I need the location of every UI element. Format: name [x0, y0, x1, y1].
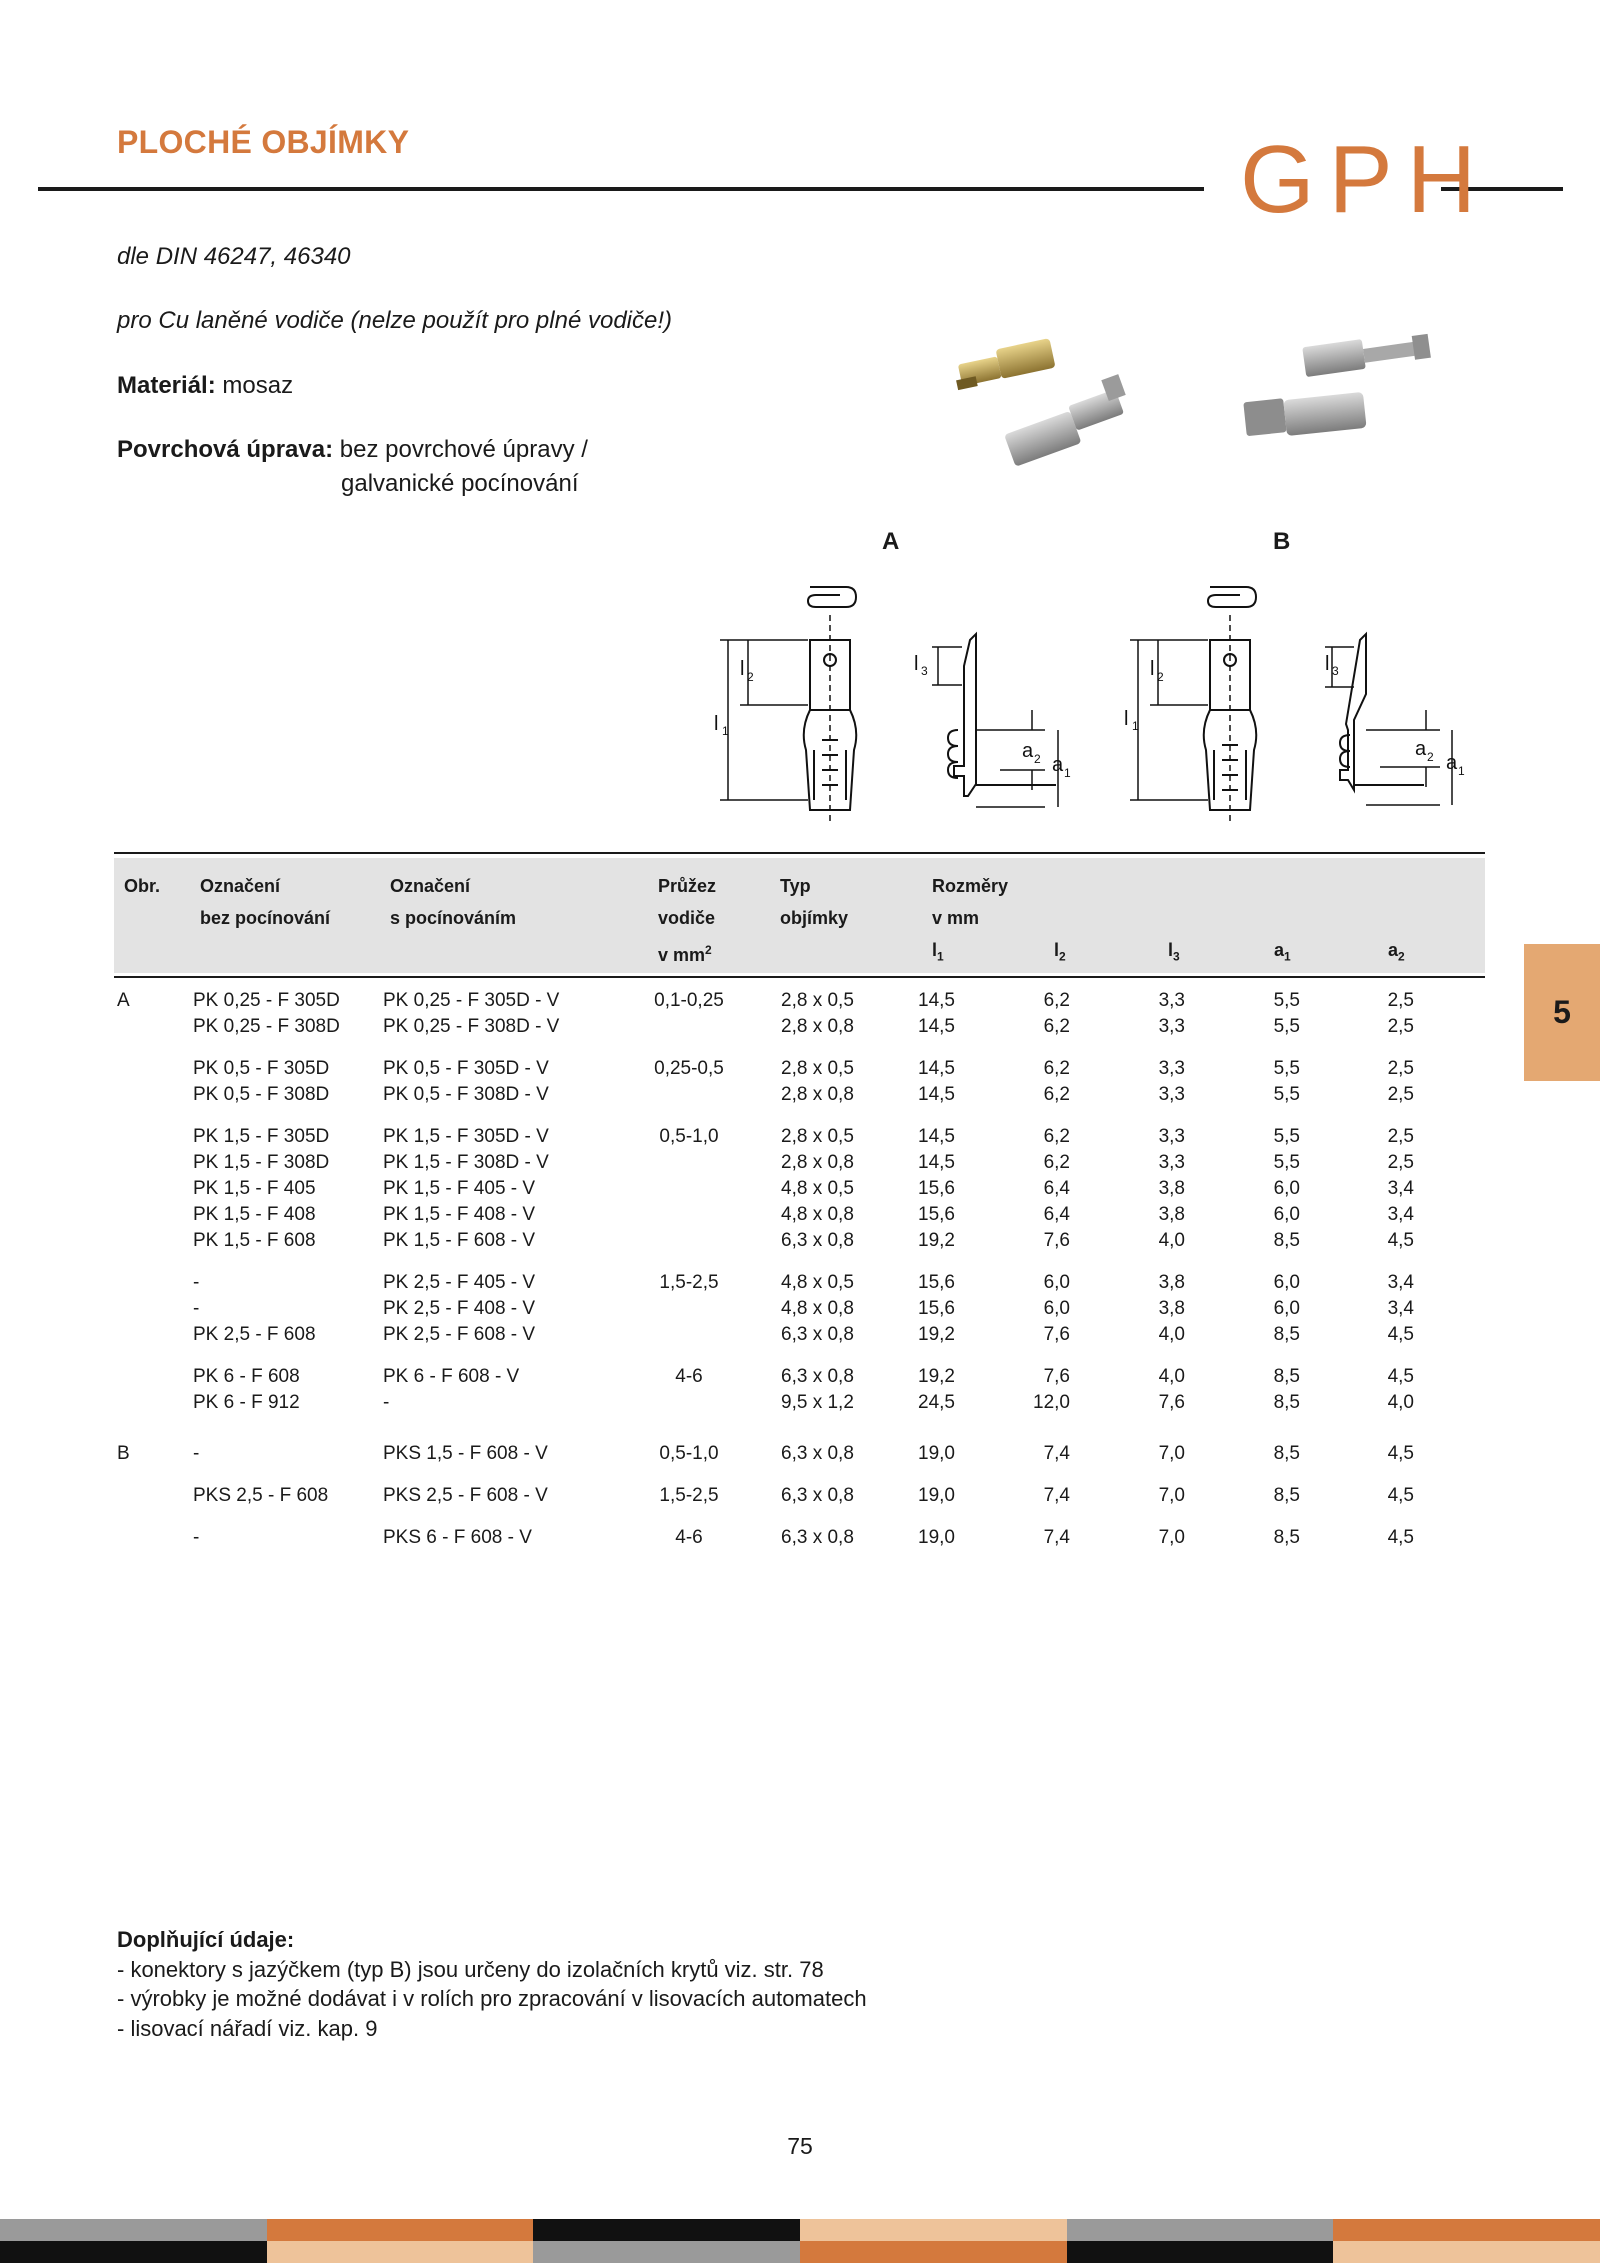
cell-l2: 7,6 [1043, 1230, 1070, 1251]
cell-l3: 3,3 [1158, 990, 1185, 1011]
cell-ozn1: - [193, 1298, 200, 1319]
cell-a2: 3,4 [1387, 1204, 1414, 1225]
footer-band-segment [1067, 2219, 1334, 2241]
cell-ozn2: PK 1,5 - F 408 - V [383, 1204, 536, 1225]
cell-ozn2: PKS 6 - F 608 - V [383, 1527, 532, 1548]
cell-a2: 4,5 [1387, 1324, 1414, 1345]
page-title: PLOCHÉ OBJÍMKY [117, 124, 410, 160]
cell-l1: 14,5 [918, 1084, 955, 1105]
page-number: 75 [787, 2133, 813, 2159]
cell-l3: 7,0 [1158, 1443, 1185, 1464]
notes-item: - výrobky je možné dodávat i v rolích pro zpracování v lisovacích automatech [117, 1986, 867, 2011]
table-row [0, 990, 1600, 1016]
table-row [0, 1324, 1600, 1350]
table-row [0, 1152, 1600, 1178]
header-oznaceni-2: Označení s pocínováním [390, 876, 517, 928]
cell-l1: 19,2 [918, 1324, 955, 1345]
cell-a1: 8,5 [1273, 1366, 1300, 1387]
cell-ozn1: PK 0,5 - F 305D [193, 1058, 330, 1079]
cell-l1: 19,0 [918, 1527, 955, 1548]
notes-item: - konektory s jazýčkem (typ B) jsou určeny do izolačních krytů viz. str. 78 [117, 1956, 824, 1982]
cell-a2: 4,5 [1387, 1527, 1414, 1548]
table-row [0, 1272, 1600, 1298]
cell-l2: 6,2 [1043, 1084, 1070, 1105]
cell-ozn2: PK 2,5 - F 405 - V [383, 1272, 536, 1293]
product-photo-a [945, 330, 1155, 470]
cell-pruzez: 0,1-0,25 [654, 990, 724, 1011]
svg-text:2: 2 [1034, 752, 1041, 766]
cell-typ: 9,5 x 1,2 [781, 1392, 854, 1413]
material-line [117, 369, 293, 403]
product-photo-b [1235, 335, 1445, 455]
cell-l1: 19,0 [918, 1485, 955, 1506]
cell-typ: 4,8 x 0,8 [781, 1204, 854, 1225]
cell-pruzez: 0,5-1,0 [659, 1443, 719, 1464]
cell-a2: 2,5 [1387, 1152, 1414, 1173]
cell-l3: 3,3 [1158, 1126, 1185, 1147]
surface-value-1: bez povrchové úpravy / [339, 436, 588, 463]
footer-band-segment [0, 2219, 267, 2241]
cell-typ: 6,3 x 0,8 [781, 1230, 854, 1251]
cell-typ: 6,3 x 0,8 [781, 1324, 854, 1345]
header-a1: $a_1$ [1274, 940, 1291, 964]
table-row [0, 1443, 1600, 1469]
notes-item: - lisovací nářadí viz. kap. 9 [117, 2015, 378, 2041]
cell-l3: 3,8 [1158, 1178, 1185, 1199]
cell-l3: 3,3 [1158, 1152, 1185, 1173]
header-a2: $a_2$ [1388, 940, 1405, 964]
header-oznaceni-1: Označení bez pocínování [200, 876, 331, 928]
cell-l1: 19,2 [918, 1230, 955, 1251]
surface-line [117, 433, 588, 467]
cell-typ: 2,8 x 0,8 [781, 1016, 854, 1037]
material-value: mosaz [222, 372, 294, 399]
cell-ozn1: PK 6 - F 912 [193, 1392, 300, 1413]
cell-ozn1: PK 0,5 - F 308D [193, 1084, 330, 1105]
cell-l1: 19,2 [918, 1366, 955, 1387]
svg-text:a: a [1446, 752, 1458, 774]
cell-ozn1: PK 1,5 - F 405 [193, 1178, 316, 1199]
material-label: Materiál: [117, 372, 216, 399]
cell-a1: 8,5 [1273, 1230, 1300, 1251]
cell-typ: 2,8 x 0,8 [781, 1152, 854, 1173]
cell-a1: 6,0 [1273, 1298, 1300, 1319]
cell-l3: 7,0 [1158, 1527, 1185, 1548]
header-rule [38, 187, 1204, 191]
cell-a2: 2,5 [1387, 1016, 1414, 1037]
cell-l1: 14,5 [918, 1058, 955, 1079]
svg-text:a: a [1415, 738, 1427, 760]
cell-pruzez: 0,25-0,5 [654, 1058, 724, 1079]
technical-drawing-b [1110, 575, 1510, 830]
cell-ozn2: PK 2,5 - F 608 - V [383, 1324, 536, 1345]
table-rule-bottom [114, 976, 1485, 978]
cell-a1: 8,5 [1273, 1485, 1300, 1506]
cell-a2: 2,5 [1387, 1084, 1414, 1105]
cell-pruzez: 0,5-1,0 [659, 1126, 719, 1147]
svg-text:1: 1 [1458, 764, 1465, 778]
table-row [0, 1485, 1600, 1511]
cell-l2: 7,4 [1043, 1527, 1070, 1548]
cell-l2: 12,0 [1033, 1392, 1070, 1413]
cell-a1: 6,0 [1273, 1272, 1300, 1293]
cell-l1: 24,5 [918, 1392, 955, 1413]
cell-l3: 7,6 [1158, 1392, 1185, 1413]
cell-l3: 3,8 [1158, 1272, 1185, 1293]
svg-text:a: a [1052, 754, 1064, 776]
cell-ozn1: PK 1,5 - F 408 [193, 1204, 316, 1225]
cell-a2: 3,4 [1387, 1272, 1414, 1293]
cell-typ: 6,3 x 0,8 [781, 1443, 854, 1464]
cell-ozn2: PK 1,5 - F 608 - V [383, 1230, 536, 1251]
svg-text:1: 1 [1064, 766, 1071, 780]
table-row [0, 1204, 1600, 1230]
cell-a1: 8,5 [1273, 1324, 1300, 1345]
cell-l1: 19,0 [918, 1443, 955, 1464]
cell-a2: 4,5 [1387, 1230, 1414, 1251]
cell-a2: 4,5 [1387, 1366, 1414, 1387]
cell-pruzez: 1,5-2,5 [659, 1272, 719, 1293]
cell-typ: 2,8 x 0,5 [781, 990, 854, 1011]
cell-a1: 5,5 [1273, 1058, 1300, 1079]
usage-line: pro Cu laněné vodiče (nelze použít pro plné vodiče!) [117, 307, 672, 334]
table-row [0, 1527, 1600, 1553]
cell-typ: 2,8 x 0,5 [781, 1058, 854, 1079]
footer-band-segment [800, 2241, 1067, 2263]
svg-text:3: 3 [1332, 664, 1339, 678]
footer-band-segment [267, 2241, 534, 2263]
cell-l1: 14,5 [918, 1016, 955, 1037]
svg-text:l: l [714, 713, 719, 735]
cell-l1: 15,6 [918, 1178, 955, 1199]
cell-a1: 6,0 [1273, 1204, 1300, 1225]
header-l1: $l_1$ [932, 940, 944, 964]
cell-pruzez: 1,5-2,5 [659, 1485, 719, 1506]
logo-text: GPH [1240, 126, 1491, 233]
cell-ozn2: PKS 2,5 - F 608 - V [383, 1485, 548, 1506]
svg-text:1: 1 [1132, 719, 1139, 733]
cell-l2: 7,4 [1043, 1443, 1070, 1464]
cell-ozn1: PK 0,25 - F 308D [193, 1016, 340, 1037]
table-row [0, 1016, 1600, 1042]
cell-obr: A [117, 990, 130, 1011]
cell-l3: 3,8 [1158, 1298, 1185, 1319]
cell-a2: 4,5 [1387, 1443, 1414, 1464]
footer-band-segment [1333, 2219, 1600, 2241]
cell-l3: 3,3 [1158, 1058, 1185, 1079]
svg-text:a: a [1022, 740, 1034, 762]
table-row [0, 1084, 1600, 1110]
cell-ozn1: PK 6 - F 608 [193, 1366, 300, 1387]
cell-l3: 4,0 [1158, 1324, 1185, 1345]
cell-pruzez: 4-6 [675, 1527, 703, 1548]
cell-ozn1: PKS 2,5 - F 608 [193, 1485, 329, 1506]
cell-l2: 6,2 [1043, 990, 1070, 1011]
cell-ozn1: - [193, 1443, 200, 1464]
cell-l2: 6,2 [1043, 1152, 1070, 1173]
cell-ozn1: PK 2,5 - F 608 [193, 1324, 316, 1345]
cell-l3: 3,8 [1158, 1204, 1185, 1225]
cell-l2: 7,6 [1043, 1366, 1070, 1387]
cell-ozn2: PK 6 - F 608 - V [383, 1366, 520, 1387]
header-l3: $l_3$ [1168, 940, 1180, 964]
table-header [114, 858, 1485, 973]
footer-band-segment [1067, 2241, 1334, 2263]
standard-line: dle DIN 46247, 46340 [117, 243, 351, 270]
header-obr: Obr. [124, 876, 161, 896]
cell-a2: 2,5 [1387, 990, 1414, 1011]
cell-ozn2: PK 0,25 - F 305D - V [383, 990, 560, 1011]
cell-a1: 5,5 [1273, 1016, 1300, 1037]
cell-a1: 5,5 [1273, 1084, 1300, 1105]
surface-value-2: galvanické pocínování [341, 470, 579, 497]
cell-typ: 2,8 x 0,5 [781, 1126, 854, 1147]
cell-l2: 7,4 [1043, 1485, 1070, 1506]
cell-l2: 6,2 [1043, 1058, 1070, 1079]
svg-text:2: 2 [747, 670, 754, 684]
footer-band-segment [267, 2219, 534, 2241]
cell-ozn2: PKS 1,5 - F 608 - V [383, 1443, 548, 1464]
cell-ozn2: PK 0,5 - F 305D - V [383, 1058, 549, 1079]
cell-a1: 8,5 [1273, 1392, 1300, 1413]
gph-logo [1240, 122, 1491, 233]
cell-l2: 6,2 [1043, 1016, 1070, 1037]
svg-text:l: l [1325, 653, 1330, 675]
cell-a2: 3,4 [1387, 1298, 1414, 1319]
cell-a1: 5,5 [1273, 1152, 1300, 1173]
header-pruzez: Průžez vodiče v $mm^2$ [658, 876, 717, 965]
footer-band-segment [800, 2219, 1067, 2241]
table-row [0, 1366, 1600, 1392]
table-row [0, 1178, 1600, 1204]
svg-text:3: 3 [921, 664, 928, 678]
cell-a1: 5,5 [1273, 990, 1300, 1011]
figure-label-b: B [1273, 528, 1291, 555]
cell-l3: 3,3 [1158, 1084, 1185, 1105]
cell-l1: 15,6 [918, 1272, 955, 1293]
cell-ozn2: PK 1,5 - F 405 - V [383, 1178, 536, 1199]
cell-typ: 4,8 x 0,5 [781, 1272, 854, 1293]
cell-ozn2: PK 1,5 - F 308D - V [383, 1152, 549, 1173]
cell-a1: 5,5 [1273, 1126, 1300, 1147]
table-row [0, 1230, 1600, 1256]
cell-ozn1: PK 1,5 - F 305D [193, 1126, 330, 1147]
cell-a1: 6,0 [1273, 1178, 1300, 1199]
footer-band-segment [1333, 2241, 1600, 2263]
cell-a2: 4,5 [1387, 1485, 1414, 1506]
cell-l2: 6,0 [1043, 1272, 1070, 1293]
header-rozmery: Rozměry v mm [932, 876, 1009, 928]
cell-l2: 7,6 [1043, 1324, 1070, 1345]
cell-l3: 7,0 [1158, 1485, 1185, 1506]
table-rule-top [114, 852, 1485, 854]
svg-text:l: l [1124, 708, 1129, 730]
header-l2: $l_2$ [1054, 940, 1066, 964]
svg-text:l: l [1150, 658, 1155, 680]
cell-l2: 6,4 [1043, 1178, 1070, 1199]
cell-ozn1: PK 1,5 - F 308D [193, 1152, 330, 1173]
cell-obr: B [117, 1443, 130, 1464]
cell-a2: 2,5 [1387, 1058, 1414, 1079]
cell-a2: 3,4 [1387, 1178, 1414, 1199]
surface-label: Povrchová úprava: [117, 436, 334, 463]
figure-label-a: A [882, 528, 900, 555]
svg-text:l: l [740, 658, 745, 680]
cell-typ: 4,8 x 0,5 [781, 1178, 854, 1199]
footer-band-segment [533, 2219, 800, 2241]
cell-l1: 15,6 [918, 1204, 955, 1225]
cell-l1: 14,5 [918, 990, 955, 1011]
svg-text:l: l [914, 653, 919, 675]
cell-a2: 4,0 [1387, 1392, 1414, 1413]
cell-ozn1: - [193, 1527, 200, 1548]
cell-a2: 2,5 [1387, 1126, 1414, 1147]
cell-l1: 15,6 [918, 1298, 955, 1319]
cell-ozn1: PK 0,25 - F 305D [193, 990, 340, 1011]
cell-typ: 4,8 x 0,8 [781, 1298, 854, 1319]
cell-ozn2: PK 0,25 - F 308D - V [383, 1016, 560, 1037]
svg-text:1: 1 [722, 724, 729, 738]
notes-heading: Doplňující údaje: [117, 1927, 295, 1952]
cell-l2: 6,0 [1043, 1298, 1070, 1319]
cell-l2: 6,4 [1043, 1204, 1070, 1225]
cell-l3: 4,0 [1158, 1366, 1185, 1387]
table-row [0, 1058, 1600, 1084]
cell-l3: 4,0 [1158, 1230, 1185, 1251]
cell-ozn2: - [383, 1392, 390, 1413]
footer-band-segment [0, 2241, 267, 2263]
cell-ozn2: PK 1,5 - F 305D - V [383, 1126, 549, 1147]
cell-pruzez: 4-6 [675, 1366, 703, 1387]
cell-ozn1: PK 1,5 - F 608 [193, 1230, 316, 1251]
table-row [0, 1392, 1600, 1418]
cell-typ: 2,8 x 0,8 [781, 1084, 854, 1105]
cell-typ: 6,3 x 0,8 [781, 1527, 854, 1548]
cell-a1: 8,5 [1273, 1527, 1300, 1548]
cell-typ: 6,3 x 0,8 [781, 1485, 854, 1506]
cell-l1: 14,5 [918, 1152, 955, 1173]
table-row [0, 1298, 1600, 1324]
cell-a1: 8,5 [1273, 1443, 1300, 1464]
cell-l3: 3,3 [1158, 1016, 1185, 1037]
cell-ozn2: PK 2,5 - F 408 - V [383, 1298, 536, 1319]
header-typ: Typ objímky [780, 876, 849, 928]
table-row [0, 1126, 1600, 1152]
technical-drawing-a [700, 575, 1100, 830]
chapter-tab: 5 [1524, 944, 1600, 1081]
cell-typ: 6,3 x 0,8 [781, 1366, 854, 1387]
cell-ozn1: - [193, 1272, 200, 1293]
footer-band-segment [533, 2241, 800, 2263]
cell-ozn2: PK 0,5 - F 308D - V [383, 1084, 549, 1105]
svg-text:2: 2 [1157, 670, 1164, 684]
cell-l2: 6,2 [1043, 1126, 1070, 1147]
svg-text:2: 2 [1427, 750, 1434, 764]
notes [117, 1925, 867, 2043]
cell-l1: 14,5 [918, 1126, 955, 1147]
